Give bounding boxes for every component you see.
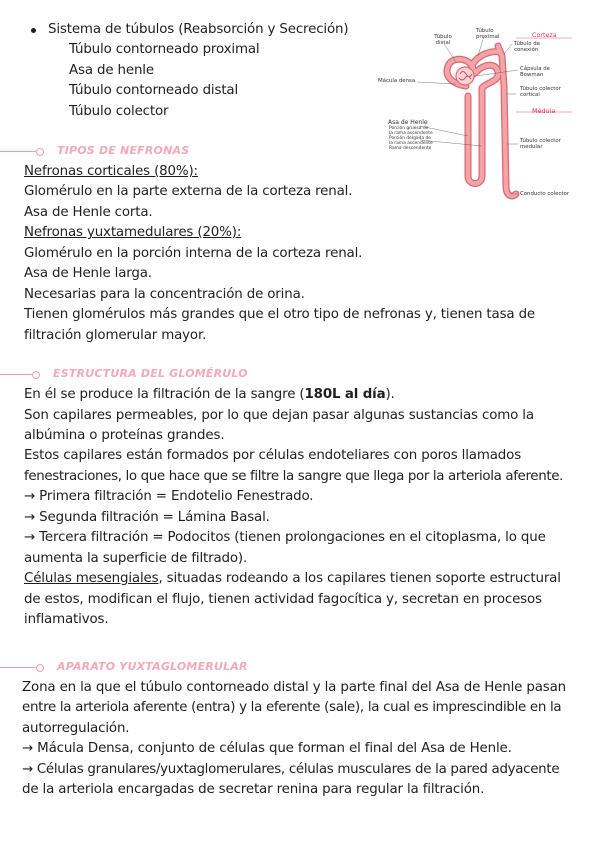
text-line: entre la arteriola aferente (entra) y la eferente (sale), la cual es imprescindible en la bbox=[22, 700, 562, 715]
heading-text: ESTRUCTURA DEL GLOMÉRULO bbox=[53, 367, 248, 380]
intro-bullet: Sistema de túbulos (Reabsorción y Secreción) bbox=[48, 22, 349, 37]
label-capsula-bowman: Cápsula de Bowman bbox=[520, 66, 550, 78]
yuxta-title: Nefronas yuxtamedulares (20%): bbox=[24, 225, 242, 240]
label-tubulo-colector-medular: Túbulo colector medular bbox=[520, 138, 561, 150]
text-line: Estos capilares están formados por células endoteliares con poros llamados bbox=[24, 448, 522, 463]
text-line: filtración glomerular mayor. bbox=[24, 328, 207, 343]
text-line: Asa de Henle larga. bbox=[24, 266, 152, 281]
heading-text: TIPOS DE NEFRONAS bbox=[57, 144, 190, 157]
bullet-dot bbox=[31, 28, 36, 33]
intro-item: Túbulo contorneado proximal bbox=[69, 42, 260, 57]
mesangiales-term: Células mesengiales bbox=[24, 571, 159, 586]
text-line: de la arteriola encargadas de secretar renina para regular la filtración. bbox=[22, 782, 485, 797]
label-asa-part: la rama ascendente bbox=[389, 131, 433, 136]
nephron-illustration bbox=[372, 26, 594, 208]
label-asa-henle: Asa de Henle bbox=[388, 119, 428, 126]
text-line: Zona en la que el túbulo contorneado distal y la parte final del Asa de Henle pasan bbox=[22, 680, 567, 695]
text-line: aumenta la superficie de filtrado). bbox=[24, 551, 248, 566]
heading-text: APARATO YUXTAGLOMERULAR bbox=[57, 660, 248, 673]
section-heading-aparato bbox=[0, 661, 270, 675]
text-line: fenestraciones, lo que hace que se filtre la sangre que llega por la arteriola aferente. bbox=[24, 469, 564, 484]
text-line: → Segunda filtración = Lámina Basal. bbox=[24, 510, 270, 525]
label-corteza: Corteza bbox=[532, 31, 557, 39]
nephron-diagram bbox=[372, 26, 594, 208]
text-line: Son capilares permeables, por lo que dejan pasar algunas sustancias como la bbox=[24, 408, 534, 423]
text-line: → Células granulares/yuxtaglomerulares, células musculares de la pared adyacente bbox=[22, 762, 560, 777]
text-line: Glomérulo en la porción interna de la corteza renal. bbox=[24, 246, 363, 261]
mesangiales-line: Células mesengiales, situadas rodeando a los capilares tienen soporte estructural bbox=[24, 571, 561, 586]
text-line: → Primera filtración = Endotelio Fenestrado. bbox=[24, 489, 314, 504]
label-asa-part: la rama ascendente bbox=[389, 141, 433, 146]
text-line: Tienen glomérulos más grandes que el otro tipo de nefronas y, tienen tasa de bbox=[24, 307, 536, 322]
glomerulo-line1: En él se produce la filtración de la sangre (180L al día). bbox=[24, 387, 395, 402]
text-line: Asa de Henle corta. bbox=[24, 205, 153, 220]
text-line: de estos, modifican el flujo, tienen actividad fagocítica y, secretan en procesos bbox=[24, 592, 542, 607]
label-asa-part: Porción delgada de bbox=[389, 136, 431, 141]
volume-value: 180L al día bbox=[304, 387, 386, 402]
label-conducto-colector: Conducto colector bbox=[520, 191, 570, 197]
label-medula: Médula bbox=[532, 107, 556, 115]
label-tubulo-distal: Túbulo distal bbox=[434, 34, 452, 46]
section-heading-glomerulo bbox=[0, 368, 260, 382]
label-tubulo-conexion: Túbulo de conexión bbox=[514, 41, 540, 53]
label-macula-densa: Mácula densa bbox=[378, 78, 416, 84]
text-line: autorregulación. bbox=[22, 721, 130, 736]
section-heading-tipos bbox=[0, 145, 200, 159]
intro-item: Asa de henle bbox=[69, 63, 154, 78]
label-asa-part: Rama descendente bbox=[389, 146, 432, 151]
text-line: inflamativos. bbox=[24, 612, 109, 627]
label-asa-part: Porción gruesa de bbox=[389, 126, 429, 131]
text-line: Glomérulo en la parte externa de la corteza renal. bbox=[24, 184, 353, 199]
label-tubulo-proximal: Túbulo proximal bbox=[476, 28, 500, 40]
text-line: → Tercera filtración = Podocitos (tienen prolongaciones en el citoplasma, lo que bbox=[24, 530, 546, 545]
label-tubulo-colector-cortical: Túbulo colector cortical bbox=[520, 86, 561, 98]
intro-item: Túbulo contorneado distal bbox=[69, 83, 239, 98]
text-line: Necesarias para la concentración de orina. bbox=[24, 287, 305, 302]
intro-item: Túbulo colector bbox=[69, 104, 169, 119]
text-line: albúmina o proteínas grandes. bbox=[24, 428, 225, 443]
corticales-title: Nefronas corticales (80%): bbox=[24, 164, 198, 179]
text-line: → Mácula Densa, conjunto de células que forman el final del Asa de Henle. bbox=[22, 741, 512, 756]
